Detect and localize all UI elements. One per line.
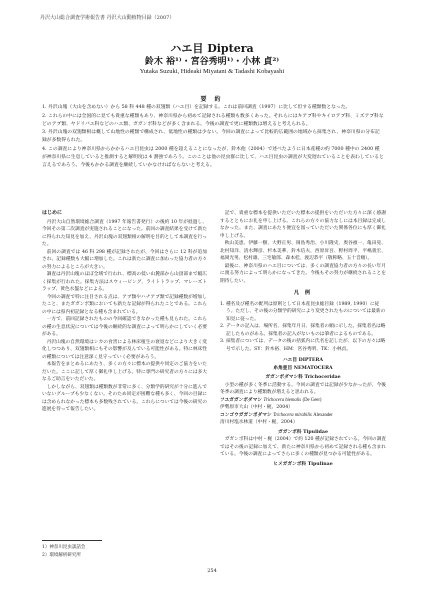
article-title: ハエ目 Diptera bbox=[170, 42, 254, 55]
legend-item: 1. 種名及び種名の配列は原則として日本産昆虫総目録（1989, 1990）に従う。ただし、その後の分類学的研究により変更されたものについては最新の知見に従った。 bbox=[220, 301, 386, 322]
species-scientific-name: Trichocera hiemalis bbox=[263, 397, 302, 403]
species-japanese-name: フユガガンボダマシ bbox=[220, 397, 262, 403]
body-paragraph: 最後に、神奈川県のハエ目については、多くの調査協力者の方々の長い年月に渡る努力によって明らかになってきた。今後もその努力が継続されることを期待したい。 bbox=[220, 263, 386, 284]
abstract-heading: 要 約 bbox=[200, 96, 224, 103]
taxon-family: ヒメガガンボ科 Tipulinae bbox=[273, 461, 333, 467]
legend-heading: 凡 例 bbox=[293, 290, 313, 296]
body-paragraph: 一方で、前回記録されたものの今回確認できなかった種も見られた。これらの種の生息状況については今後の継続的な調査によって明らかにしていく必要がある。 bbox=[42, 317, 207, 337]
species-entry bbox=[220, 412, 386, 427]
footnote: 2）環境解析研究所 bbox=[42, 553, 81, 558]
body-paragraph: 本報告をまとめるにあたり、多くの方々に標本の提供や同定のご協力をいただいた。ここに記して厚く御礼申し上げる。特に専門の研究者の方々には多大なるご助言をいただいた。 bbox=[42, 362, 207, 382]
body-paragraph: 秋山美恵、伊藤一樹、大野正男、岡島秀治、小川隆史、奥谷禎一、亀田晃、北村知洋、清水輝彦、杉本美華、鈴木信夫、西原昇吾、野村周平、平嶋義宏、福岡光男、松村雄、三宅敏郎、森本桂、渡辺恭平（敬称略、五十音順）。 bbox=[220, 241, 386, 261]
species-japanese-name: コンゴウガガンボダマシ bbox=[220, 412, 272, 418]
legend-item: 2. データの記入は、場所名、採集年月日、採集者の順に示した。採集者名は略記したものがある。採集者の記入がないものは筆者によるものである。 bbox=[220, 324, 386, 337]
species-record: 伊勢原市大山（中村・梶、2004） bbox=[220, 405, 293, 410]
species-scientific-name: Trichocera mirabilis bbox=[273, 412, 312, 418]
taxon-family: ガガンボ科 Tipulidae bbox=[278, 429, 328, 435]
body-paragraph: しかしながら、双翅類は種類数が非常に多く、分類学的研究が十分に進んでいないグループも少なくない。そのため同定が困難な種も多く、今回の目録には含められなかった標本も多数残されている。これらについては今後の研究の進展を待って報告したい。 bbox=[42, 384, 207, 412]
body-paragraph: 丹沢山塊の自然環境はシカの食害による林床植生の衰退などにより大きく変化しつつあり、双翅類相にもその影響が及んでいる可能性がある。特に林床性の種類については注意深く見守っていく必要があろう。 bbox=[42, 339, 207, 360]
body-paragraph: 丹沢大山自然環境総合調査（1997 年報告書発行）の後約 10 年が経過し、今回その第二次調査が実施されることになった。前回の調査結果を受けて新たに得られた知見を加え、丹沢山塊の双翅類相の解明を目的として本調査を行った。 bbox=[42, 219, 207, 247]
taxon-order: ハエ目 DIPTERA bbox=[282, 358, 324, 363]
page-number: 254 bbox=[207, 568, 217, 574]
species-author: Alexander bbox=[313, 412, 333, 418]
abstract-paragraph: 2. これらの中には全国的に見ても貴重な種類もあり、神奈川県から初めて記録される種類も数多くあった。それらにはキアブ科やキイロアブ科、ミズアブ科などのアブ類、ヤドリバエ科などのハエ類、ガガンボ科などが多く含まれる。今後の調査で更に種類数は増えると考えられる。 bbox=[42, 113, 384, 127]
body-paragraph: 今回の調査で特に注目される点は、アブ類やハナアブ類で記録種数が増加したこと、またガガンボ類においても新たな記録が得られたことである。これらの中には県内初記録となる種も含まれている。 bbox=[42, 294, 207, 315]
footnote-rule bbox=[42, 540, 102, 541]
abstract-body bbox=[42, 104, 384, 170]
running-head: 丹沢大山総合調査学術報告書 丹沢大山動植物目録（2007） bbox=[40, 15, 175, 21]
left-column bbox=[42, 210, 207, 414]
species-record: 清川村塩水林道（中村・梶、2004） bbox=[220, 420, 298, 425]
family-note: 小型の種が多く冬季に活動する。今回の調査では記録が少なかったが、今後冬季の調査により種類数が増えると思われる。 bbox=[220, 382, 386, 395]
body-paragraph: 前回の調査では 46 科 298 種が記録されたが、今回はさらに 12 科が追加され、記録種数も大幅に増加した。これは新たに調査に加わった協力者の方々の努力によるところが大きい。 bbox=[42, 249, 207, 270]
taxon-suborder: 糸角亜目 NEMATOCERA bbox=[273, 365, 333, 371]
intro-heading: はじめに bbox=[42, 210, 63, 216]
family-note: ガガンボ科は中村・梶（2004）で約 120 種が記録されている。今回の調査ではその後の記録に加えて、新たに神奈川県から初めて記録される種も含まれている。今後の調査によってさらに多くの種類が見つかる可能性がある。 bbox=[220, 437, 386, 457]
abstract-paragraph: 1. 丹沢山塊（大山を含めない）から 58 科 448 種の双翅類（ハエ目）を記録する。これは前回調査（1997）に比して但する種類数となった。 bbox=[42, 105, 351, 110]
right-column bbox=[220, 210, 386, 468]
legend-item: 3. 採集者については、データの後の括弧内に氏名を記したが、以下の方々は略号で示した。SY：鈴木裕、HM：宮谷秀明、TK：小林貞。 bbox=[220, 339, 386, 352]
body-paragraph: 調査は丹沢山塊のほぼ全域で行われ、標高の低い山麓部から山頂部まで幅広く採集が行われた。採集方法はスウィーピング、ライトトラップ、マレーズトラップ、黄色水盤などによる。 bbox=[42, 272, 207, 292]
species-author: (De Geer) bbox=[302, 397, 322, 403]
taxon-family: ガガンボダマシ科 Trichoceridae bbox=[265, 375, 341, 380]
abstract-paragraph: 4. この調査により神奈川県からかかるハエ目昆虫は 2000 種を超えることになったが、鈴木他（2004）で述べたように日本産種の約 7000 種中の 2400 種が神奈川県に生息していると推測すると解明度は 4 割強であろう。このことは他の昆虫群に比して、ハエ目昆虫の調査が大変遅れていることを表わしていると言えるであろう。今後もかかる調査を継続していかなければならないと考える。 bbox=[42, 146, 384, 168]
body-paragraph: 記で、貴重な標本を提供いただいた標本の提供をいただいた方々に深く感謝するとともにお礼を申し上げる。これらの方々の協力なしには本目録は完成しなかった。また、調査にあたり便宜を図っていただいた関係各位にも厚く御礼申し上げる。 bbox=[220, 211, 386, 239]
footnote: 1）神奈川昆虫談話会 bbox=[42, 545, 86, 550]
authors-japanese: 鈴木 裕¹⁾・宮谷秀明¹⁾・小林 貞²⁾ bbox=[144, 57, 280, 67]
abstract-paragraph: 3. 丹沢山塊の双翅類相は概して山地性の種類で構成され、低地性の種類は少ない。今回の調査によって比較的広範囲の地域から採集され、神奈川県の分布記録が多数得られた。 bbox=[42, 130, 380, 143]
authors-english: Yutaka Suzuki, Hideaki Miyatani & Tadashi Kobayashi bbox=[139, 68, 285, 75]
species-entry bbox=[220, 397, 386, 412]
